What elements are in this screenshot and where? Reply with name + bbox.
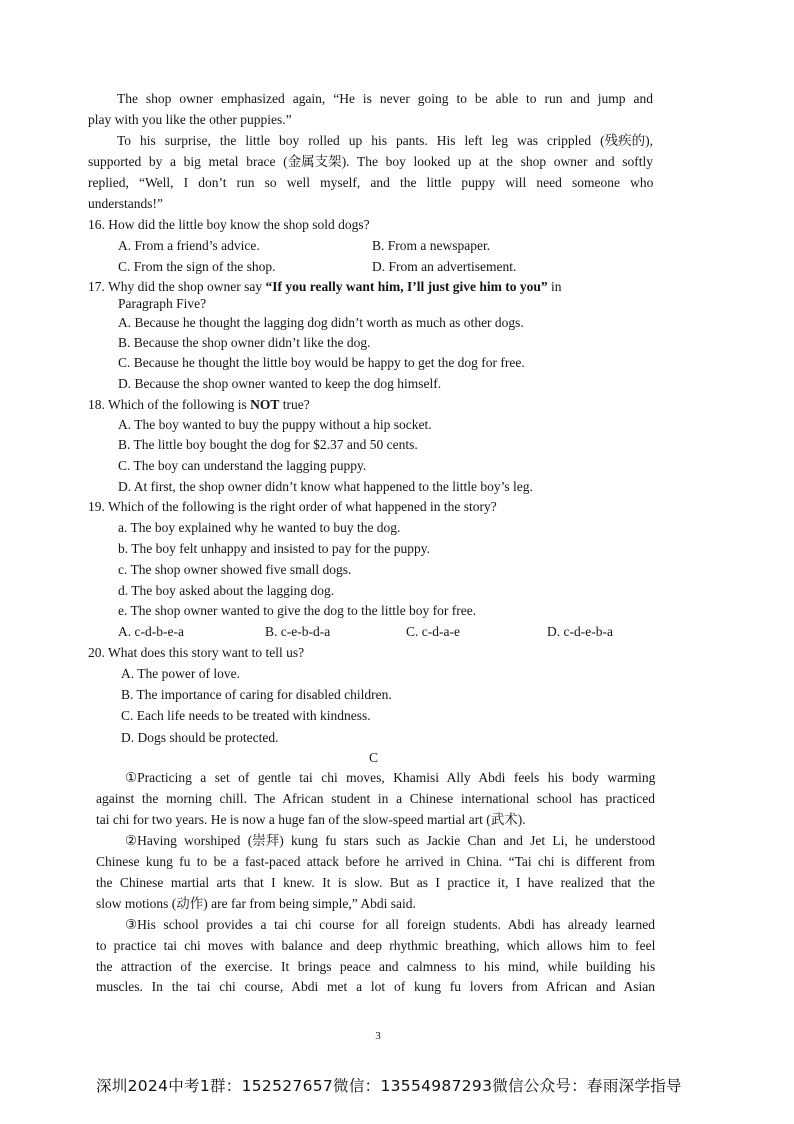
passage-c-p1-line2: against the morning chill. The African student in a Chinese international school has practiced <box>96 791 655 806</box>
q19-event-e: e. The shop owner wanted to give the dog to the little boy for free. <box>118 603 477 618</box>
q16-stem: 16. How did the little boy know the shop sold dogs? <box>88 217 370 232</box>
footer-watermark: 深圳2024中考1群：152527657微信：13554987293微信公众号：春雨深学指导 <box>96 1077 682 1095</box>
q17-option-c: C. Because he thought the little boy would be happy to get the dog for free. <box>118 355 525 370</box>
passage-c-p2-line2: Chinese kung fu to be a fast-paced attack before he arrived in China. “Tai chi is different from <box>96 854 655 869</box>
q19-option-c: C. c-d-a-e <box>406 624 460 639</box>
q20-option-d: D. Dogs should be protected. <box>121 730 279 745</box>
q20-stem: 20. What does this story want to tell us? <box>88 645 305 660</box>
q20-option-a: A. The power of love. <box>121 666 240 681</box>
q17-option-b: B. Because the shop owner didn’t like the dog. <box>118 335 371 350</box>
passage-c-p3-line1: ③His school provides a tai chi course for all foreign students. Abdi has already learned <box>125 917 655 932</box>
q19-option-b: B. c-e-b-d-a <box>265 624 331 639</box>
passage-c-p2-line1: ②Having worshiped (崇拜) kung fu stars such as Jackie Chan and Jet Li, he understood <box>125 833 656 848</box>
q18-stem-post: true? <box>279 397 310 412</box>
q19-event-c: c. The shop owner showed five small dogs. <box>118 562 352 577</box>
q18-stem <box>88 395 310 415</box>
q16-option-b: B. From a newspaper. <box>372 238 491 253</box>
passage-b-p2-line4: understands!” <box>88 196 163 211</box>
q19-stem: 19. Which of the following is the right order of what happened in the story? <box>88 499 497 514</box>
q16-option-a: A. From a friend’s advice. <box>118 238 260 253</box>
q19-event-a: a. The boy explained why he wanted to buy the dog. <box>118 520 401 535</box>
q19-event-d: d. The boy asked about the lagging dog. <box>118 583 335 598</box>
passage-b-p2-line3: replied, “Well, I don’t run so well myself, and the little puppy will need someone who <box>88 175 654 190</box>
passage-c-p3-line4: muscles. In the tai chi course, Abdi met a lot of kung fu lovers from African and Asian <box>96 979 655 994</box>
passage-b-p2-line1: To his surprise, the little boy rolled up his pants. His left leg was crippled (残疾的), <box>117 133 653 148</box>
page-number: 3 <box>375 1030 381 1042</box>
passage-c-p3-line2: to practice tai chi moves with balance and deep rhythmic breathing, which allows him to feel <box>96 938 656 953</box>
q16-option-d: D. From an advertisement. <box>372 259 517 274</box>
q17-stem-quote: “If you really want him, I’ll just give him to you” <box>265 279 548 294</box>
q18-stem-not: NOT <box>250 397 280 412</box>
q17-option-a: A. Because he thought the lagging dog didn’t worth as much as other dogs. <box>118 315 524 330</box>
q19-option-d: D. c-d-e-b-a <box>547 624 613 639</box>
passage-c-p2-line4: slow motions (动作) are far from being simple,” Abdi said. <box>96 896 416 911</box>
q17-stem-line2: Paragraph Five? <box>118 296 207 311</box>
passage-b-p2-line2: supported by a big metal brace (金属支架). The boy looked up at the shop owner and softly <box>88 154 653 169</box>
q17-option-d: D. Because the shop owner wanted to keep the dog himself. <box>118 376 442 391</box>
q20-option-c: C. Each life needs to be treated with kindness. <box>121 708 371 723</box>
passage-b-p1-line1: The shop owner emphasized again, “He is never going to be able to run and jump and <box>117 91 653 106</box>
q19-event-b: b. The boy felt unhappy and insisted to pay for the puppy. <box>118 541 430 556</box>
passage-b-p1-line2: play with you like the other puppies.” <box>88 112 292 127</box>
passage-c-p3-line3: the attraction of the exercise. It brings peace and calmness to his mind, while building his <box>96 959 656 974</box>
q19-option-a: A. c-d-b-e-a <box>118 624 184 639</box>
q18-option-a: A. The boy wanted to buy the puppy without a hip socket. <box>118 417 432 432</box>
q17-stem-post: in <box>547 279 562 294</box>
q17-stem-pre: 17. Why did the shop owner say <box>88 279 266 294</box>
passage-c-heading: C <box>369 750 379 765</box>
q16-option-c: C. From the sign of the shop. <box>118 259 276 274</box>
passage-c-p2-line3: the Chinese martial arts that I knew. It is slow. But as I practice it, I have realized that the <box>96 875 655 890</box>
q18-option-b: B. The little boy bought the dog for $2.37 and 50 cents. <box>118 437 418 452</box>
q18-stem-pre: 18. Which of the following is <box>88 397 251 412</box>
passage-c-p1-line3: tai chi for two years. He is now a huge fan of the slow-speed martial art (武术). <box>96 812 526 827</box>
passage-c-p1-line1: ①Practicing a set of gentle tai chi moves, Khamisi Ally Abdi feels his body warming <box>125 770 656 785</box>
q18-option-d: D. At first, the shop owner didn’t know what happened to the little boy’s leg. <box>118 479 533 494</box>
q20-option-b: B. The importance of caring for disabled children. <box>121 687 392 702</box>
q18-option-c: C. The boy can understand the lagging puppy. <box>118 458 367 473</box>
